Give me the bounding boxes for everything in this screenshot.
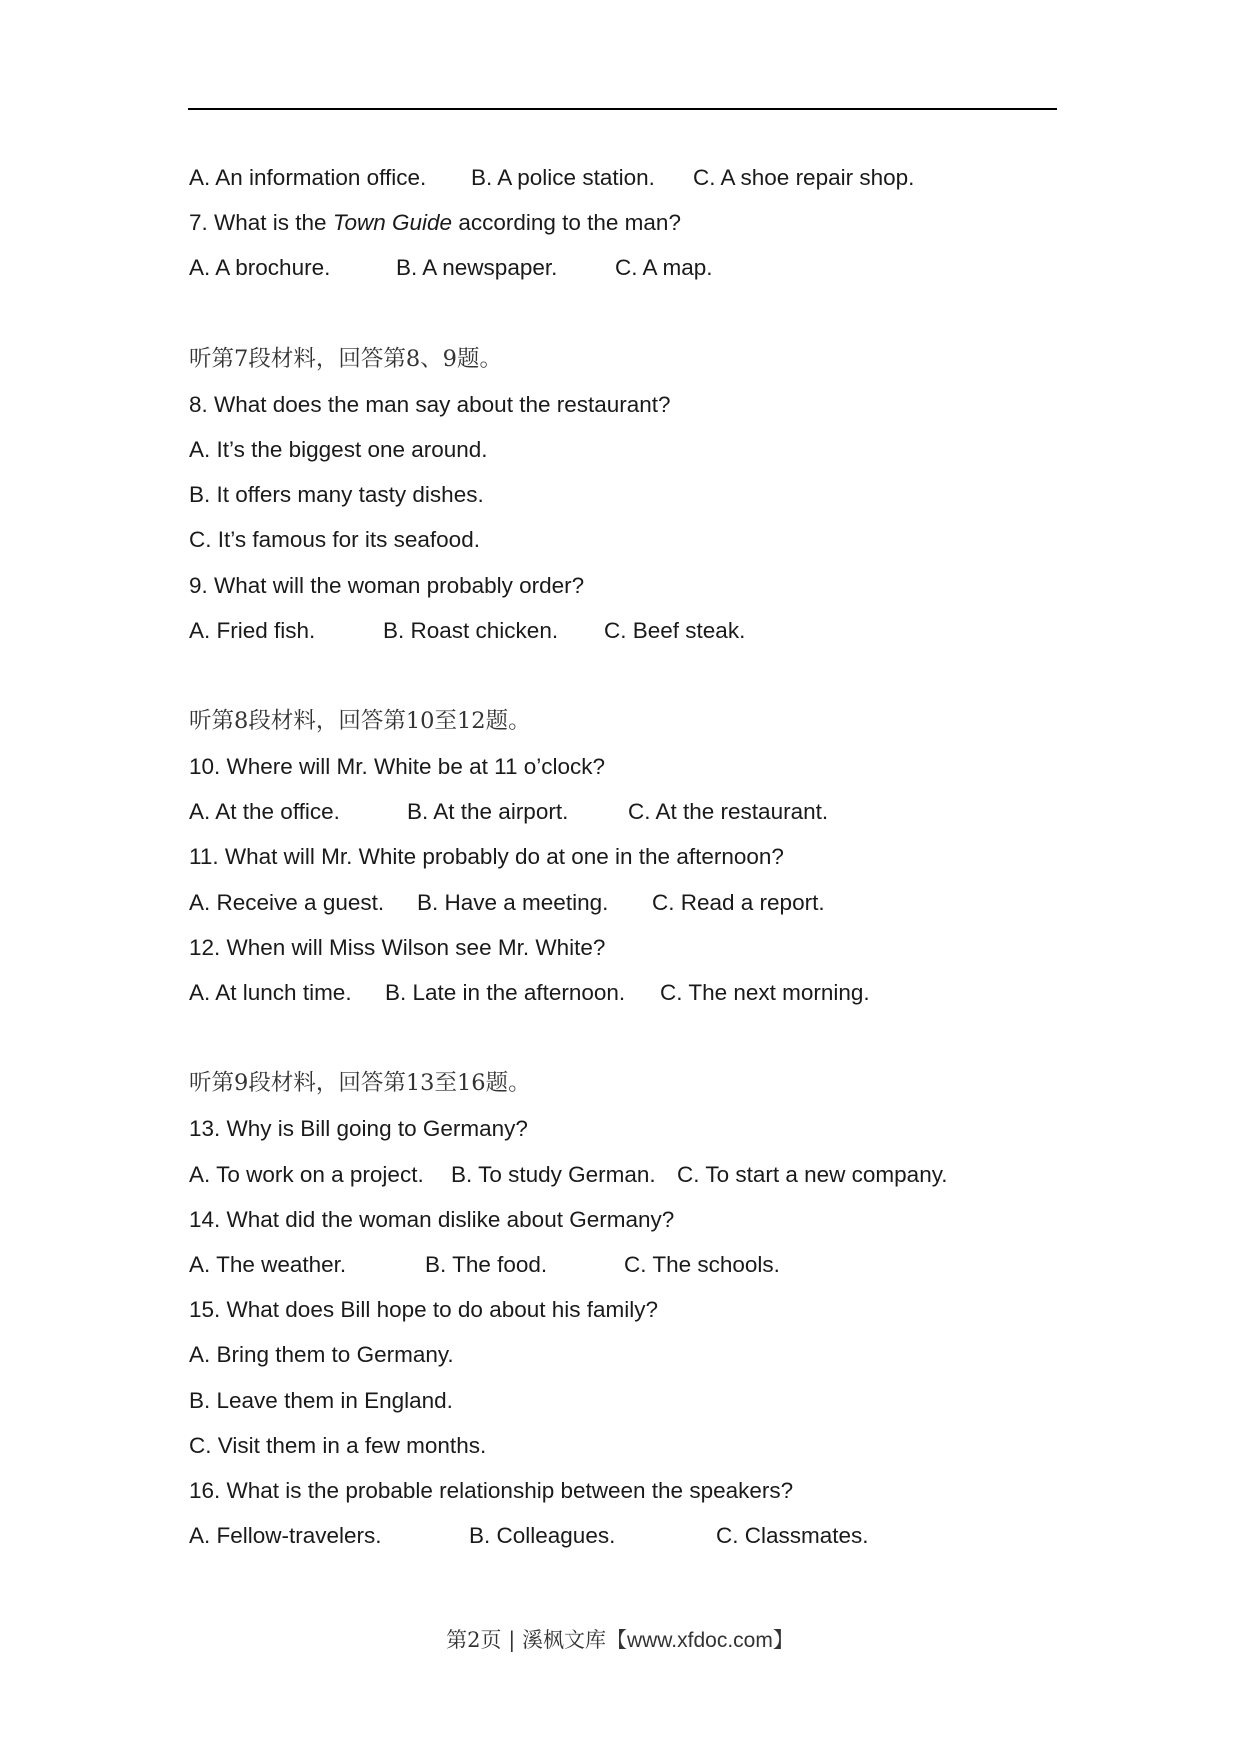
q8-option-c: C. It’s famous for its seafood.: [189, 527, 480, 553]
q14-question: 14. What did the woman dislike about Germany?: [189, 1206, 675, 1232]
q11-option-c: C. Read a report.: [652, 889, 825, 915]
footer-page-label: 第2页 | 溪枫文库: [446, 1628, 606, 1652]
q11-options: [189, 880, 1089, 925]
q7-question-suffix: according to the man?: [452, 210, 681, 236]
q16-option-b: B. Colleagues.: [469, 1523, 616, 1549]
q11-option-b: B. Have a meeting.: [417, 889, 609, 915]
q13-question: 13. Why is Bill going to Germany?: [189, 1116, 528, 1142]
q6-option-b: B. A police station.: [471, 165, 655, 190]
q6-option-c: C. A shoe repair shop.: [693, 165, 915, 190]
q15-option-a: A. Bring them to Germany.: [189, 1342, 454, 1368]
q7-question: [189, 200, 1089, 245]
q15-option-c: C. Visit them in a few months.: [189, 1432, 487, 1458]
section-7-heading: 听第7段材料，回答第8、9题。: [189, 345, 502, 372]
q15-option-b: B. Leave them in England.: [189, 1387, 453, 1413]
q12-option-c: C. The next morning.: [660, 980, 870, 1005]
q6-option-a: A. An information office.: [189, 165, 427, 190]
q16-option-a: A. Fellow-travelers.: [189, 1523, 382, 1549]
q7-question-prefix: 7. What is the: [189, 210, 333, 236]
q7-option-a: A. A brochure.: [189, 255, 331, 281]
q13-option-c: C. To start a new company.: [677, 1161, 948, 1187]
section-9-heading: 听第9段材料，回答第13至16题。: [189, 1070, 531, 1097]
exam-content: [189, 155, 1089, 1558]
q13-option-b: B. To study German.: [451, 1161, 656, 1187]
q7-question-italic: Town Guide: [332, 210, 453, 236]
q7-option-c: C. A map.: [615, 255, 713, 281]
q9-options: [189, 608, 1089, 653]
q8-option-b: B. It offers many tasty dishes.: [189, 482, 484, 508]
q16-options: [189, 1513, 1089, 1558]
q10-options: [189, 789, 1089, 834]
page-footer: [0, 1624, 1240, 1654]
q11-question: 11. What will Mr. White probably do at one in the afternoon?: [189, 844, 784, 870]
q10-question: 10. Where will Mr. White be at 11 o’clock?: [189, 754, 605, 780]
q13-options: [189, 1152, 1089, 1197]
q12-option-b: B. Late in the afternoon.: [385, 980, 626, 1005]
q14-options: [189, 1242, 1089, 1287]
q9-option-b: B. Roast chicken.: [383, 617, 559, 643]
q8-option-a: A. It’s the biggest one around.: [189, 436, 488, 462]
q12-question: 12. When will Miss Wilson see Mr. White?: [189, 934, 606, 960]
q16-option-c: C. Classmates.: [716, 1523, 869, 1549]
q10-option-c: C. At the restaurant.: [628, 799, 829, 825]
q12-option-a: A. At lunch time.: [189, 980, 352, 1005]
q11-option-a: A. Receive a guest.: [189, 889, 385, 915]
q7-options: [189, 245, 1089, 290]
q15-question: 15. What does Bill hope to do about his family?: [189, 1297, 659, 1323]
q13-option-a: A. To work on a project.: [189, 1161, 424, 1187]
q7-option-b: B. A newspaper.: [396, 255, 558, 281]
q14-option-c: C. The schools.: [624, 1251, 780, 1277]
q8-question: 8. What does the man say about the restaurant?: [189, 391, 671, 417]
header-rule: [188, 108, 1057, 110]
q9-option-c: C. Beef steak.: [604, 617, 746, 643]
q14-option-a: A. The weather.: [189, 1251, 347, 1277]
q9-question: 9. What will the woman probably order?: [189, 572, 585, 598]
q10-option-a: A. At the office.: [189, 799, 340, 825]
q16-question: 16. What is the probable relationship between the speakers?: [189, 1477, 794, 1503]
q14-option-b: B. The food.: [425, 1251, 548, 1277]
footer-site-link[interactable]: 【www.xfdoc.com】: [605, 1629, 794, 1652]
section-8-heading: 听第8段材料，回答第10至12题。: [189, 707, 531, 734]
q10-option-b: B. At the airport.: [407, 799, 569, 825]
q12-options: [189, 970, 1089, 1015]
q6-options: [189, 155, 1089, 200]
q9-option-a: A. Fried fish.: [189, 617, 316, 643]
